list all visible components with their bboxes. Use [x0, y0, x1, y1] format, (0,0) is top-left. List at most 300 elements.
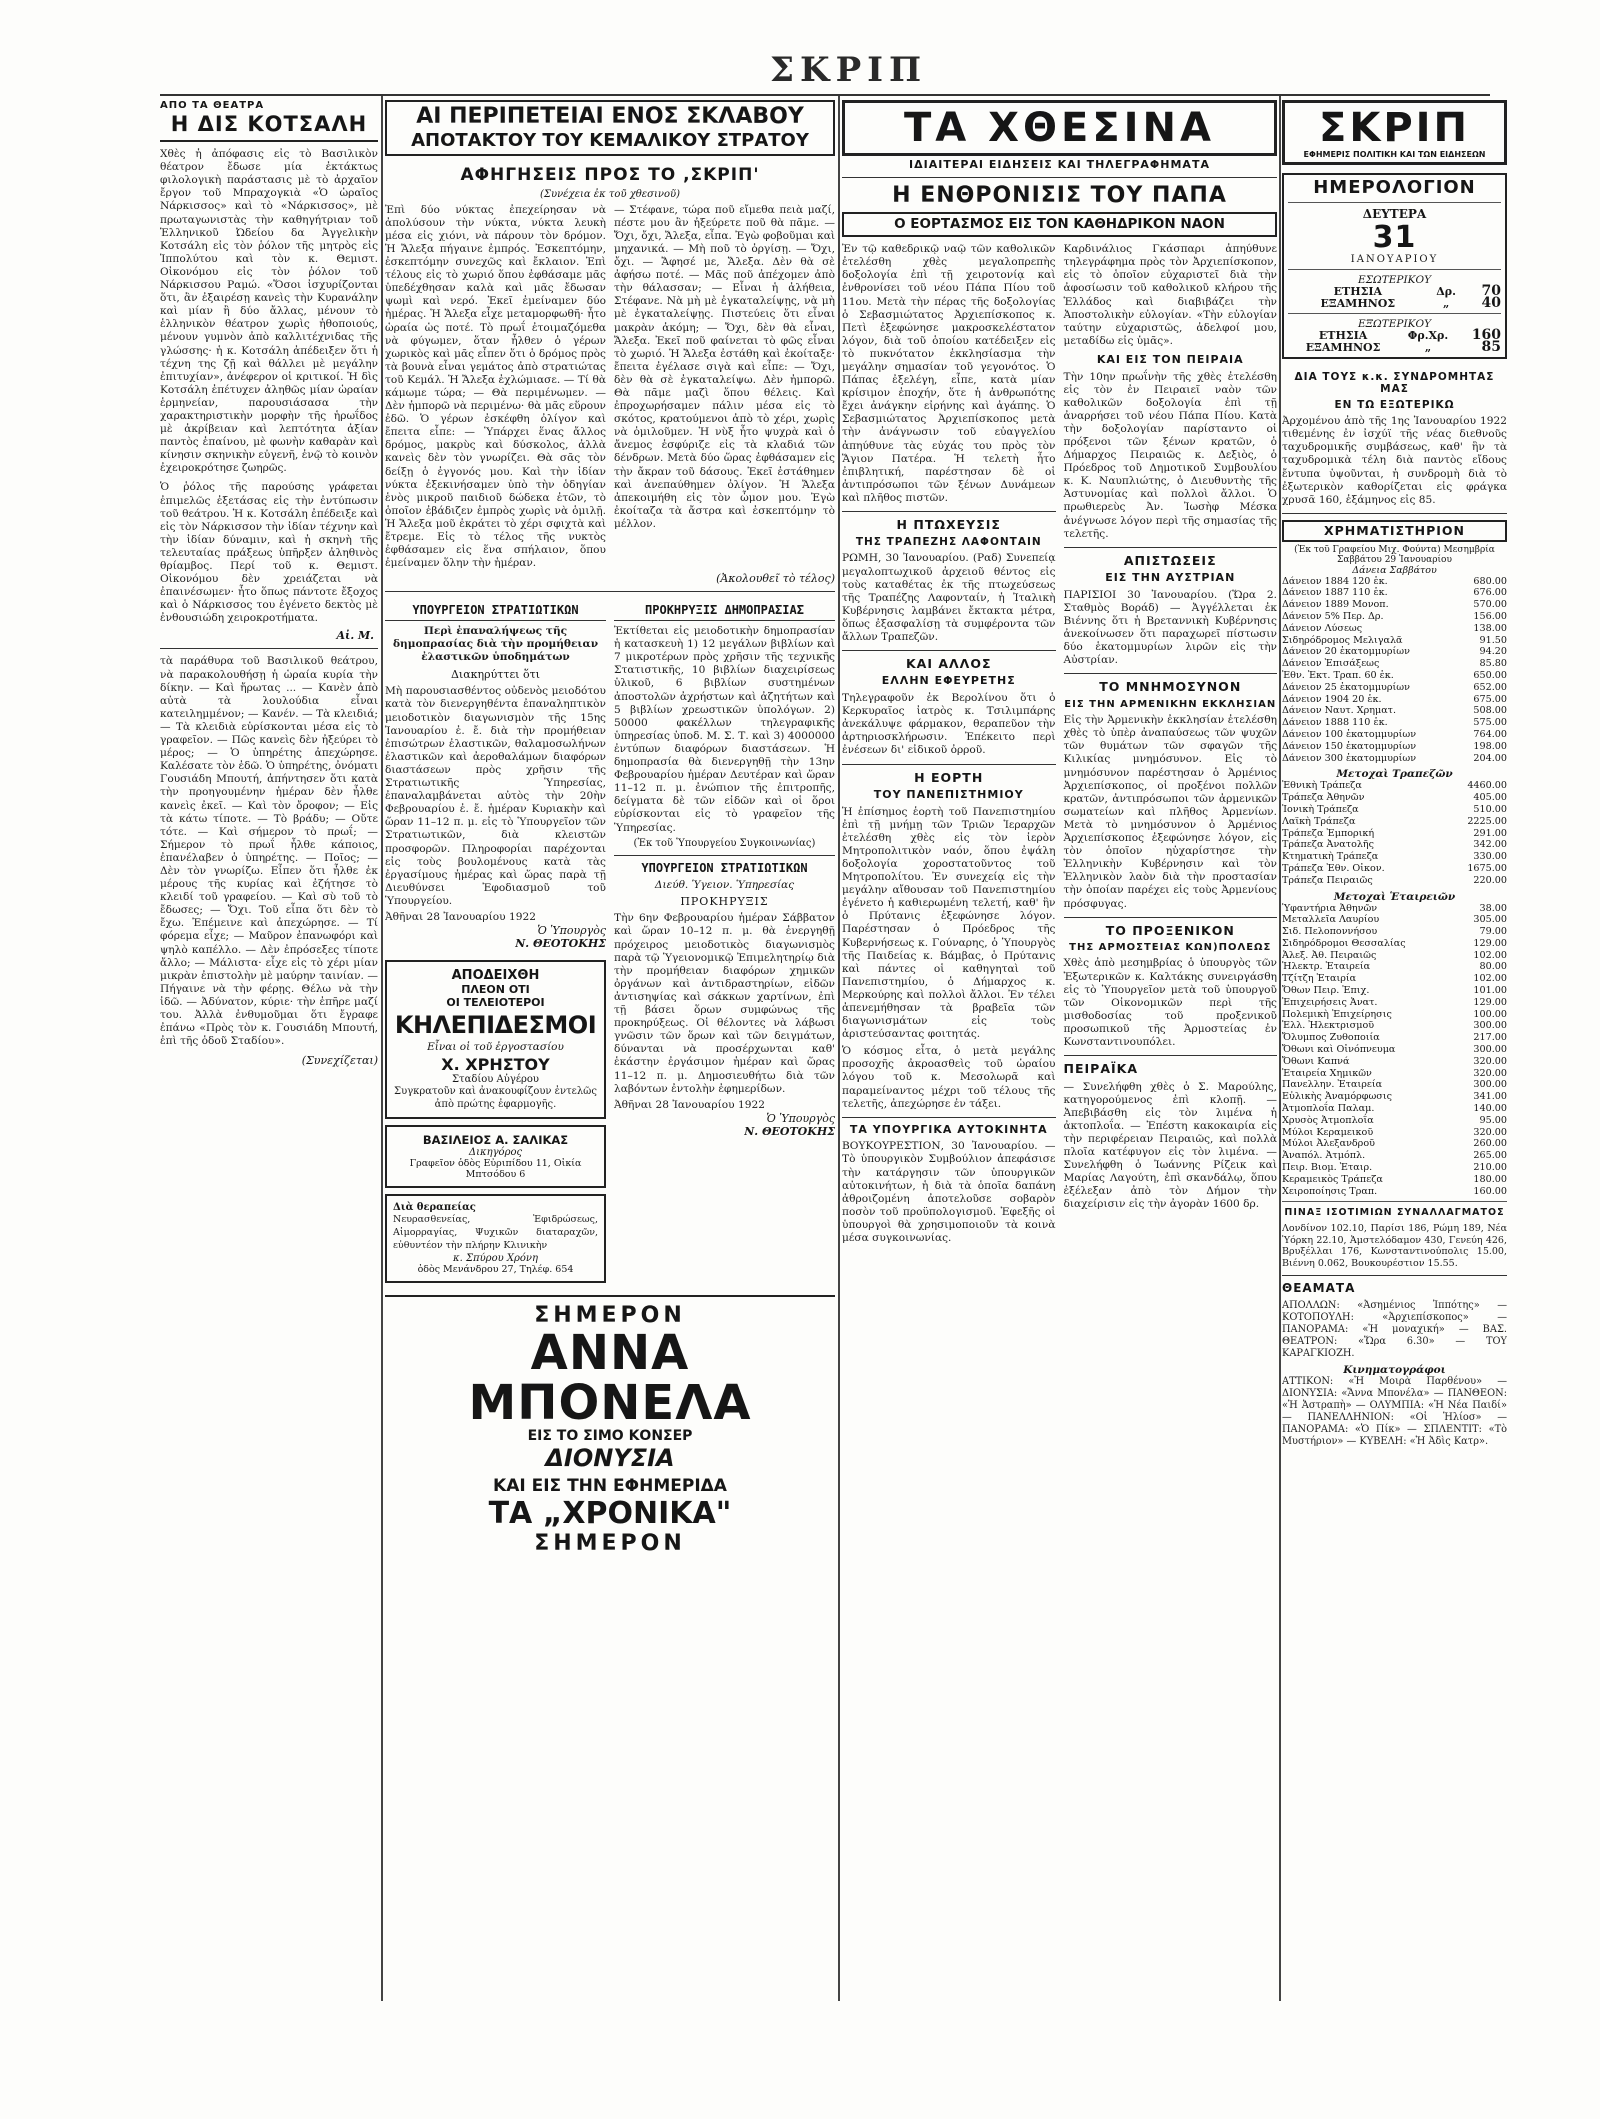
- row-value: 320.00: [1473, 1126, 1507, 1138]
- table-row: [1282, 1091, 1507, 1103]
- row-value: 220.00: [1473, 874, 1507, 886]
- table-row: [1282, 717, 1507, 729]
- article-body: Χθὲς ἡ ἀπόφασις εἰς τὸ Βασιλικὸν θέατρον ἔδωσε μία ἐκτάκτως φιλολογικὴ παράστασις μὲ τὸ ἀρχαῖον ἔργον τοῦ Μπραχογκιὰ «Ὁ ὡραῖος Νάρκισσος» καὶ τὸ «Νάρκισσος», μὲ πρωταγωνιστὰς τὴν καθηγήτριαν τοῦ Ἑλληνικοῦ Ὠδείου δα Ἀγγελικὴν Κοτσάλη εἰς τὸν ῥόλον τῆς μητρὸς εἰς Ἱππολύτου καὶ τὸν κ. Θεμιστ. Οἰκονόμου εἰς τὸν ῥόλον τοῦ Νάρκισσου Ραμώ. «Ὅσοι ἰσχυρίζονται ὅτι, ἂν ἐξαιρέσῃ κανεὶς τὴν Κυρανάλην καὶ μίαν ἢ δύο ἄλλας, μένουν τὸ ἑλληνικὸν θέατρον χωρὶς ἠθοποιούς, μένουν γυμνὸν ἀπὸ καλλιτέχνιδας τῆς γλώσσης· ἡ κ. Κοτσάλη ἀπέδειξεν ὅτι ἡ τέχνη της ζῇ καὶ θάλλει μὲ μεγάλην ἐπιτυχίαν», ἀνέφερον οἱ κριτικοί. Ἡ δὶς Κοτσάλη ἐπέτυχεν ἀληθῶς μίαν ὡραίαν ἑρμηνείαν, παρουσιάσασα τὴν χαρακτηριστικὴν μορφὴν τῆς ἡρωΐδος μὲ ἀκρίβειαν καὶ λεπτότητα ἀξίαν παντὸς ἐπαίνου, μὲ φωνὴν καθαρὰν καὶ κίνησιν σκηνικὴν εὐγενῆ, ἐνῷ τὸ κοινὸν ἐχειροκρότησε ζωηρῶς.: [160, 148, 378, 475]
- pope-body: Ἐν τῷ καθεδρικῷ ναῷ τῶν καθολικῶν ἐτελέσθη χθὲς μεγαλοπρεπὴς δοξολογία ἐπὶ τῇ χειροτονίᾳ καὶ ἐνθρονίσει τοῦ νέου Πάπα Πίου τοῦ 11ου. Μετὰ τὴν πέρας τῆς δοξολογίας ὁ Σεβασμιώτατος Ἀρχιεπίσκοπος κ. Πετὶ ἐξεφώνησε μακροσκελέστατον λόγον, διὰ τοῦ ὁποίου κατέδειξεν εἰς τὸ πυκνότατον ἐκκλησίασμα τὴν μεγάλην σημασίαν τοῦ γεγονότος. Ὁ Πάπας ἐξελέγη, εἶπε, κατὰ μίαν κρίσιμον ἐποχήν, ὅτε ἡ ἀνθρωπότης ἔχει ἀνάγκην εἰρήνης καὶ ἀγάπης. Ὁ Σεβασμιώτατος Ἀρχιεπίσκοπος μετὰ τὴν ἀνάγνωσιν τοῦ εὐαγγελίου ἀπηύθυνε τὰς εὐχάς του πρὸς τὸν Ἅγιον Πατέρα. Ἡ τελετὴ ἦτο ἐπιβλητική, παρέστησαν δὲ οἱ ἀντιπρόσωποι τῶν ξένων Δυνάμεων καὶ πλῆθος πιστῶν.: [842, 243, 1056, 504]
- row-name: Δάνειον 1887 110 ἑκ.: [1282, 587, 1388, 599]
- row-name: Σιδηρόδρομοι Θεσσαλίας: [1282, 937, 1406, 949]
- row-value: 217.00: [1473, 1032, 1507, 1044]
- row-value: 320.00: [1473, 1055, 1507, 1067]
- row-name: Ἰονικὴ Τράπεζα: [1282, 803, 1359, 815]
- table-row: [1282, 682, 1507, 694]
- bank-subhead: ΤΗΣ ΤΡΑΠΕΖΗΣ ΛΑΦΟΝΤΑΙΝ: [855, 536, 1042, 549]
- auction-notices: [614, 598, 835, 1282]
- row-value: 140.00: [1473, 1103, 1507, 1115]
- row-value: 1675.00: [1467, 862, 1507, 874]
- subs-price: 160: [1471, 327, 1501, 344]
- news-banner-title: ΤΑ ΧΘΕΣΙΝΑ: [904, 105, 1215, 151]
- companies-head: Μετοχαὶ Ἑταιρειῶν: [1333, 890, 1456, 903]
- table-row: [1282, 753, 1507, 765]
- row-value: 204.00: [1473, 752, 1507, 764]
- subs-price: 85: [1481, 339, 1501, 356]
- row-name: Σιδηρόδρομος Μελιγαλᾶ: [1282, 634, 1403, 646]
- subs-row: [1288, 286, 1501, 298]
- subs-domestic-table: [1288, 282, 1501, 311]
- serial-title-box: [385, 100, 835, 156]
- divider: [1064, 1055, 1278, 1056]
- column-news: [842, 100, 1277, 2000]
- row-name: Μύλοι Ἀλεξανδροῦ: [1282, 1138, 1375, 1150]
- ad-lawyer-address: Γραφεῖον ὁδὸς Εὐριπίδου 11, Οἰκία Μπτσόδου 6: [409, 1158, 582, 1181]
- subs-unit: Φρ.Χρ.: [1407, 329, 1449, 343]
- ad-lawyer-sub: Δικηγόρος: [468, 1147, 523, 1159]
- piraeus-body: Τὴν 10ην πρωΐνὴν τῆς χθὲς ἐτελέσθη εἰς τὸν ἐν Πειραιεῖ ναὸν τῶν καθολικῶν δοξολογία ἐπὶ τῇ ἀναρρήσει τοῦ νέου Πάπα Πίου. Κατὰ τὴν δοξολογίαν παρίσταντο οἱ πρόξενοι τῶν ξένων κρατῶν, ὁ Δήμαρχος Πειραιῶς κ. Δεξιὸς, ὁ Πρόεδρος τοῦ Δημοτικοῦ Συμβουλίου κ. Κ. Ναυπλιώτης, ὁ Διευθυντὴς τῆς Ἀστυνομίας καὶ πολλοὶ ἄλλοι. Ὁ πρωθιερεὺς Ἀν. Ἰωσὴφ Μέσκα ἀνέγνωσε λόγον περὶ τῆς σημασίας τῆς τελετῆς.: [1063, 370, 1277, 540]
- ad-concert-paper: ΚΑΙ ΕΙΣ ΤΗΝ ΕΦΗΜΕΡΙΔΑ: [493, 1476, 727, 1497]
- table-row: [1282, 997, 1507, 1009]
- subs-label: ΕΤΗΣΙΑ: [1318, 329, 1368, 343]
- calendar-title: ΗΜΕΡΟΛΟΓΙΟΝ: [1313, 177, 1476, 198]
- divider: [614, 855, 835, 856]
- serial-body: τὰ παράθυρα τοῦ Βασιλικοῦ θεάτρου, νὰ παρακολουθήσῃ ἡ ὡραία κυρία τὴν δίκην. — Καὶ ἤρωτας ... — Κανὲν ἀπὸ αὐτὰ τὰ λουλούδια εἶναι κατειλημμένον; — Κανέν. — Τὰ κλειδιά; — Τὰ κλειδιὰ εὑρίσκονται μέσα εἰς τὸ γραφεῖον. — Πῶς κανεὶς δὲν ἠξεύρει τὸ μέρος; — Ὁ ὑπηρέτης ἀπεχώρησε. Καλέσατε τὸν ἐδῶ. Ὁ ὑπηρέτης, ὀνόματι Γουσιάδη Μπουτή, ἀπήντησεν ὅτι κατὰ τὴν προηγουμένην ἡμέραν δὲν ἦλθε κανεὶς ἐκεῖ. — Καὶ τὸν ὄροφον; — Εἰς τὰ κάτω τίποτε. — Τὸ βράδυ; — Οὔτε τότε. — Καὶ σήμερον τὸ πρωΐ; — Σήμερον τὸ πρωΐ ἦλθε κάποιος, ἐπανέλαβεν ὁ ὑπηρέτης. — Ποῖος; — Δὲν τὸν γνωρίζω. Εἶπεν ὅτι ἦλθε ἐκ μέρους τῆς κυρίας καὶ ἐζήτησε τὸ κλειδί τοῦ γραφείου. — Καὶ σὺ τοῦ τὸ ἔδωσες; — Ὄχι. Τοῦ εἶπα ὅτι δὲν τὸ ἔχω. Ἐπέμεινε καὶ ἀπεχώρησε. — Τί φόρεμα εἶχε; — Μαῦρον ἐπανωφόρι καὶ ψηλὸ καπέλλο. — Δὲν ἐπρόσεξες τίποτε ἄλλο; — Μάλιστα· εἶχε εἰς τὸ χέρι μίαν μικρὰν ἐπιστολὴν μὲ μαύρην ταινίαν. — Πήγαινε νὰ τὴν φέρῃς. Θέλω νὰ τὴν ἰδῶ. — Ἀδύνατον, κύριε· τὴν ἐπῆρε μαζί του. Ἀλλὰ ἐνθυμοῦμαι ὅτι ἔγραφε ἐπάνω «Πρὸς τὸν κ. Γουσιάδη Μπουτή, ἐπὶ τῆς ὁδοῦ Σταδίου».: [160, 655, 378, 1048]
- row-name: Δάνειον Λύσεως: [1282, 622, 1363, 634]
- row-name: Μεταλλεῖα Λαυρίου: [1282, 914, 1380, 926]
- ministry2-date: Ἀθῆναι 28 Ἰανουαρίου 1922: [614, 1098, 765, 1111]
- page-masthead: ΣΚΡΙΠ: [770, 50, 928, 90]
- ministry-subtitle: Περὶ ἐπαναλήψεως τῆς δημοπρασίας διὰ τὴν προμήθειαν ἐλαστικῶν ὑποδημάτων: [392, 625, 599, 664]
- news-banner-sub: ΙΔΙΑΙΤΕΡΑΙ ΕΙΔΗΣΕΙΣ ΚΑΙ ΤΗΛΕΓΡΑΦΗΜΑΤΑ: [909, 158, 1210, 171]
- univ-body: Ἡ ἐπίσημος ἑορτὴ τοῦ Πανεπιστημίου ἐπὶ τῇ μνήμῃ τῶν Τριῶν Ἱεραρχῶν ἐτελέσθη χθὲς εἰς τὸν ἱερὸν Μητροπολιτικὸν ναόν, ὅπου ἐψάλη δοξολογία χοροστατοῦντος τοῦ Μητροπολίτου. Ἐν συνεχείᾳ εἰς τὴν μεγάλην αἴθουσαν τοῦ Πανεπιστημίου ἐγένετο ἡ καθιερωμένη τελετή, καθ' ἣν ὁ Πρύτανις ἐξεφώνησε λόγον. Παρέστησαν ὁ Πρόεδρος τῆς Κυβερνήσεως κ. Γούναρης, ὁ Ὑπουργὸς τῆς Παιδείας κ. Βάμβας, ὁ Πρύτανις καὶ πάντες οἱ καθηγηταὶ τοῦ Πανεπιστημίου, ὁ Δήμαρχος κ. Μερκούρης καὶ πολλοὶ ἄλλοι. Ἐν τέλει ἀπενεμήθησαν τὰ βραβεῖα τῶν διαγωνισμάτων εἰς τοὺς ἀριστεύσαντας φοιτητάς.: [842, 805, 1056, 1041]
- table-row: [1282, 828, 1507, 840]
- exchange-head: ΧΡΗΜΑΤΙΣΤΗΡΙΟΝ: [1324, 522, 1465, 538]
- table-row: [1282, 792, 1507, 804]
- table-row: [1282, 875, 1507, 887]
- row-name: Ὄλυμπος Ζυθοποιία: [1282, 1032, 1380, 1044]
- row-value: 138.00: [1473, 622, 1507, 634]
- news-banner: [842, 100, 1277, 156]
- row-name: Ἐθν. Ἐκτ. Τραπ. 60 ἑκ.: [1282, 669, 1394, 681]
- table-row: [1282, 985, 1507, 997]
- row-name: Δάνειον 1889 Μονοπ.: [1282, 599, 1389, 611]
- table-row: [1282, 1079, 1507, 1091]
- ministry2-title: ΥΠΟΥΡΓΕΙΟΝ ΣΤΡΑΤΙΩΤΙΚΩΝ: [641, 860, 808, 875]
- subs-label: ΕΞΑΜΗΝΟΣ: [1305, 341, 1381, 355]
- ad-bandages-head: ΑΠΟΔΕΙΧΘΗ: [451, 968, 540, 984]
- row-value: 291.00: [1473, 827, 1507, 839]
- row-value: 160.00: [1473, 1185, 1507, 1197]
- row-value: 102.00: [1473, 973, 1507, 985]
- memorial-head: ΤΟ ΜΝΗΜΟΣΥΝΟΝ: [1099, 679, 1242, 695]
- row-value: 575.00: [1473, 717, 1507, 729]
- table-row: [1282, 961, 1507, 973]
- ad-concert-venue: ΔΙΟΝΥΣΙΑ: [545, 1444, 675, 1473]
- fx-body: Λονδίνον 102.10, Παρίσι 186, Ρώμη 189, Νέα Ὑόρκη 22.10, Ἀμστελόδαμον 430, Γενεύη 426, Βρυξέλλαι 176, Κωνσταντινούπολις 15.00, Βιέννη 0.062, Βουκουρέστιον 15.55.: [1282, 1223, 1507, 1269]
- row-name: Κτηματικὴ Τράπεζα: [1282, 851, 1379, 863]
- table-row: [1282, 804, 1507, 816]
- table-row: [1282, 780, 1507, 792]
- ministry2-sig: Ν. ΘΕΟΤΟΚΗΣ: [744, 1124, 835, 1138]
- ministry2-body: Τὴν 6ην Φεβρουαρίου ἡμέραν Σάββατον καὶ ὥραν 10–12 π. μ. θὰ ἐνεργηθῇ πρόχειρος μειοδοτικὸς διαγωνισμὸς παρὰ τῷ Ὑγειονομικῷ Ἐπιμελητηρίῳ διὰ τὴν προμήθειαν διαφόρων χημικῶν ὀργάνων καὶ ἀντιδραστηρίων, εἰδῶν ἀντισηψίας καὶ σάκκων χαρτίνων, ἐπὶ τῇ βάσει ὅρων συμφώνως τῆς προκηρύξεως. Οἱ θέλοντες νὰ λάβωσι γνῶσιν τῶν ὅρων καὶ τῶν δειγμάτων, δύνανται νὰ προσέρχωνται καθ' ἑκάστην ἐργάσιμον ἡμέραν καὶ ὥρας 11–12 π. μ. Δημοσιευθήτω διὰ τῶν λαβόντων ἐντολὴν ἐφημερίδων.: [614, 912, 835, 1095]
- logo-sub: ΕΦΗΜΕΡΙΣ ΠΟΛΙΤΙΚΗ ΚΑΙ ΤΩΝ ΕΙΔΗΣΕΩΝ: [1303, 150, 1486, 159]
- table-row: [1282, 1020, 1507, 1032]
- memorial-body: Εἰς τὴν Ἀρμενικὴν ἐκκλησίαν ἐτελέσθη χθὲς τὸ ὑπὲρ ἀναπαύσεως τῶν ψυχῶν τῶν θυμάτων τῶν σφαγῶν τῆς Κιλικίας μνημόσυνον. Εἰς τὸ μνημόσυνον παρέστησαν ὁ Ἀρμένιος Ἀρχιεπίσκοπος, οἱ προξένοι πολλῶν κρατῶν, ἀντιπρόσωποι τῶν ἀρμενικῶν σωματείων καὶ πλῆθος Ἀρμενίων. Μετὰ τὸ μνημόσυνον ὁ Ἀρμένιος Ἀρχιεπίσκοπος ἐξεφώνησε λόγον, εἰς τὸν ὁποῖον ηὐχαρίστησε τὴν Ἑλληνικὴν Κυβέρνησιν καὶ τὸν Ἑλληνικὸν λαὸν διὰ τὴν προστασίαν τὴν ὁποίαν παρέχει εἰς τοὺς Ἀρμενίους πρόσφυγας.: [1063, 714, 1277, 910]
- table-row: [1282, 658, 1507, 670]
- serial-cont: (Συνέχεια ἐκ τοῦ χθεσινοῦ): [540, 188, 680, 200]
- inventor-body: Τηλεγραφοῦν ἐκ Βερολίνου ὅτι ὁ Κερκυραῖος ἰατρὸς κ. Τσιλιμπάρης ἀνεκάλυψε φάρμακον, θεραπεῦον τὴν ἀρτηριοσκλήρωσιν. Ἐπέκειτο περὶ ἐνέσεων δι' εἰδικοῦ ὀρροῦ.: [842, 692, 1056, 757]
- austria-subhead: ΕΙΣ ΤΗΝ ΑΥΣΤΡΙΑΝ: [1105, 571, 1236, 585]
- row-name: Λαϊκὴ Τράπεζα: [1282, 815, 1356, 827]
- cinema-head: Κινηματογράφοι: [1343, 1364, 1446, 1377]
- serial-end: (Ἀκολουθεῖ τὸ τέλος): [716, 572, 835, 586]
- serial-title: ΑΙ ΠΕΡΙΠΕΤΕΙΑΙ ΕΝΟΣ ΣΚΛΑΒΟΥ: [416, 104, 804, 129]
- divider: [842, 511, 1056, 512]
- row-value: 300.00: [1473, 1044, 1507, 1056]
- divider: [1064, 917, 1278, 918]
- row-name: Ἀναπόλ. Ἀτμόπλ.: [1282, 1150, 1366, 1162]
- row-name: Δάνειον 20 ἑκατομμυρίων: [1282, 646, 1410, 658]
- row-value: 156.00: [1473, 610, 1507, 622]
- row-value: 652.00: [1473, 681, 1507, 693]
- row-name: Ὄθωνι Καπνά: [1282, 1055, 1350, 1067]
- row-name: Πολεμικὴ Ἐπιχείρησις: [1282, 1008, 1392, 1020]
- consular-body: Χθὲς ἀπὸ μεσημβρίας ὁ ὑπουργὸς τῶν Ἐξωτερικῶν κ. Καλτάκης συνειργάσθη εἰς τὸ Ὑπουργεῖον μετὰ τοῦ ὑπουργοῦ τῶν Οἰκονομικῶν περὶ τῆς μισθοδοσίας τοῦ προξενικοῦ προσωπικοῦ τῆς Ἀρμοστείας ἐν Κωνσταντινουπόλει.: [1063, 957, 1277, 1049]
- table-row: [1282, 1068, 1507, 1080]
- consular-subhead: ΤΗΣ ΑΡΜΟΣΤΕΙΑΣ ΚΩΝ)ΠΟΛΕΩΣ: [1069, 941, 1272, 953]
- column-serial: [385, 100, 835, 2000]
- row-name: Δάνειον 25 ἑκατομμυρίων: [1282, 681, 1410, 693]
- serial-columns: [385, 204, 835, 571]
- row-value: 570.00: [1473, 599, 1507, 611]
- table-row: [1282, 839, 1507, 851]
- row-name: Ἐθνικὴ Τράπεζα: [1282, 780, 1362, 792]
- row-name: Δάνειον 1888 110 ἑκ.: [1282, 717, 1388, 729]
- auction-title: ΠΡΟΚΗΡΥΞΙΣ ΔΗΜΟΠΡΑΣΙΑΣ: [614, 604, 835, 621]
- table-row: [1282, 1150, 1507, 1162]
- divider: [385, 591, 835, 592]
- table-row: [1282, 646, 1507, 658]
- divider: [842, 177, 1277, 178]
- row-name: Ὄθων Πειρ. Ἐπιχ.: [1282, 985, 1370, 997]
- row-name: Μύλοι Κεραμεικοῦ: [1282, 1126, 1374, 1138]
- ad-concert: [385, 1295, 835, 1557]
- row-name: Ἡλεκτρ. Ἑταιρεία: [1282, 961, 1371, 973]
- notice-subhead: ΕΝ ΤΩ ΕΞΩΤΕΡΙΚΩ: [1334, 399, 1455, 412]
- table-row: [1282, 1127, 1507, 1139]
- row-value: 102.00: [1473, 949, 1507, 961]
- table-row: [1282, 1009, 1507, 1021]
- row-name: Τζίτζη Ἑταιρία: [1282, 973, 1357, 985]
- ad-clinic-body: Νευρασθενείας, Ἐφιδρώσεως, Αἱμορραγίας, Ψυχικῶν διαταραχῶν, εὐθυντέον τὴν πλήρην Κλινικὴν: [393, 1214, 598, 1252]
- ad-bandages-address: Σταδίου Αὐγέρου: [451, 1074, 539, 1086]
- piraeus-news-head: ΠΕΙΡΑΪΚΑ: [1063, 1061, 1138, 1077]
- row-name: Τράπεζα Ἐμπορική: [1282, 827, 1375, 839]
- row-value: 300.00: [1473, 1020, 1507, 1032]
- column-sidebar: [1282, 100, 1507, 2000]
- ad-lawyer: [385, 1125, 606, 1188]
- row-value: 38.00: [1479, 902, 1507, 914]
- subs-label: ΕΞΑΜΗΝΟΣ: [1320, 296, 1396, 310]
- row-name: Χρυσὸς Ἀτμοπλοΐα: [1282, 1114, 1374, 1126]
- row-name: Δάνειον 5% Περ. Δρ.: [1282, 610, 1384, 622]
- row-name: Τράπεζα Ἐθν. Οἰκον.: [1282, 862, 1385, 874]
- serial-kicker: ΑΦΗΓΗΣΕΙΣ ΠΡΟΣ ΤΟ ,ΣΚΡΙΠ': [460, 164, 760, 185]
- section-kicker: ΑΠΟ ΤΑ ΘΕΑΤΡΑ: [160, 100, 265, 111]
- row-name: Κεραμεικὸς Τράπεζα: [1282, 1173, 1383, 1185]
- univ-head: Η ΕΟΡΤΗ: [914, 769, 984, 785]
- ad-lawyer-title: ΒΑΣΙΛΕΙΟΣ Α. ΣΑΛΙΚΑΣ: [422, 1133, 569, 1148]
- news-left: [842, 243, 1056, 1245]
- news-right: [1064, 243, 1278, 1245]
- ad-concert-star: ΑΝΝΑ ΜΠΟΝΕΛΑ: [468, 1324, 752, 1431]
- table-row: [1282, 938, 1507, 950]
- notices-row: [385, 598, 835, 1282]
- table-row: [1282, 1186, 1507, 1198]
- inventor-head: ΚΑΙ ΑΛΛΟΣ: [905, 656, 992, 672]
- serial-left: Ἐπὶ δύο νύκτας ἐπεχείρησαν νὰ ἀπολύσουν τὴν νύκτα, νύκτα λευκὴ μέσα εἰς χιόνι, νὰ πάρουν τὸν δρόμον. Ἡ Ἄλεξα πήγαινε ἐμπρός. Ἐσκεπτόμην, ἐσκεπτόμην συνεχῶς καὶ ἔκλαιον. Ἐπὶ τέλους εἰς τὸ χωριό ὅπου ἐφθάσαμε μᾶς ὑπεδέχθησαν καλὰ καὶ μᾶς ἔδωσαν ψωμὶ καὶ νερό. Ἐκεῖ ἐμείναμεν δύο ἡμέρας. Ἡ Ἄλεξα εἶχε μεταμορφωθῆ· ἦτο ὡραία ὡς ποτέ. Τὸ πρωΐ ἐτοιμαζόμεθα νὰ φύγωμεν, ὅταν ἦλθεν ὁ γέρων χωρικὸς καὶ μᾶς εἶπεν ὅτι ὁ δρόμος πρὸς τὰ βουνὰ εἶναι γεμάτος ἀπὸ στρατιώτας τοῦ Κεμάλ. Ἡ Ἄλεξα ἐχλώμιασε. — Τί θὰ κάμωμε τώρα; — Θὰ περιμένωμεν. — Δὲν ἠμπορῶ νὰ περιμένω· θὰ μᾶς εὕρουν ἐδῶ. Ὁ γέρων ἐσκέφθη ὀλίγον καὶ ἔπειτα εἶπε: — Ὑπάρχει ἕνας ἄλλος δρόμος, μακρὺς καὶ δύσκολος, ἀλλὰ κανεὶς δὲν τὸν γνωρίζει. Θὰ σᾶς τὸν δείξῃ ὁ ἐγγονός μου. Καὶ τὴν ἰδίαν νύκτα ἐξεκινήσαμεν ὑπὸ τὴν ὁδηγίαν ἑνὸς μικροῦ παιδιοῦ δώδεκα ἐτῶν, τὸ ὁποῖον ἐβάδιζεν ἐμπρὸς χωρὶς νὰ ὁμιλῇ. Ἡ Ἄλεξα μοῦ ἐκράτει τὸ χέρι σφιχτὰ καὶ ἔτρεμε. Εἰς τὸ τέλος τῆς νυκτὸς ἐφθάσαμεν εἰς ἕνα σπήλαιον, ὅπου ἐμείναμεν ὅλην τὴν ἡμέραν.: [385, 203, 606, 570]
- row-value: 320.00: [1473, 1067, 1507, 1079]
- ad-bandages-small: Συγκρατοῦν καὶ ἀνακουφίζουν ἐντελῶς ἀπὸ πρώτης ἐφαρμογῆς.: [394, 1086, 597, 1111]
- auction-sig: (Ἐκ τοῦ Ὑπουργείου Συγκοινωνίας): [633, 837, 816, 849]
- row-name: Ἀτμοπλοΐα Παλαμ.: [1282, 1103, 1375, 1115]
- ministry-sig: Ν. ΘΕΟΤΟΚΗΣ: [515, 937, 606, 951]
- row-value: 210.00: [1473, 1162, 1507, 1174]
- ministry-notice: [385, 598, 606, 1282]
- row-value: 305.00: [1473, 914, 1507, 926]
- row-name: Ἐπιχειρήσεις Ἀνατ.: [1282, 996, 1378, 1008]
- univ-body: Ὁ κόσμος εἶτα, ὁ μετὰ μεγάλης προσοχῆς ἀκροασθεὶς τοῦ ὡραίου λόγου τοῦ κ. Μεσολωρᾶ καὶ παραμείναντος μέχρι τοῦ τέλους τῆς τελετῆς, ἀπεχώρησε ἐν τάξει.: [842, 1045, 1056, 1110]
- subs-price: 40: [1481, 294, 1501, 311]
- logo: ΣΚΡΙΠ: [1319, 105, 1470, 151]
- divider: [1282, 513, 1507, 514]
- news-subhead-box: [842, 212, 1277, 237]
- table-row: [1282, 950, 1507, 962]
- divider: [842, 650, 1056, 651]
- table-row: [1282, 816, 1507, 828]
- row-value: 342.00: [1473, 839, 1507, 851]
- exchange-sub2: Δάνεια Σαββάτου: [1352, 564, 1437, 576]
- table-row: [1282, 1056, 1507, 1068]
- subs-unit: Δρ.: [1436, 284, 1456, 298]
- theatres-body: ΑΠΟΛΛΩΝ: «Ἀσημένιος Ἰππότης» — ΚΟΤΟΠΟΥΛΗ: «Ἀρχιεπίσκοπος» — ΠΑΝΟΡΑΜΑ: «Ἡ μοναχική» — ΒΑΣ. ΘΕΑΤΡΟΝ: «Ὥρα 6.30» — ΤΟΥ ΚΑΡΑΓΚΙΟΖΗ.: [1282, 1300, 1507, 1360]
- bank-head: Η ΠΤΩΧΕΥΣΙΣ: [896, 517, 1001, 532]
- divider: [1064, 547, 1278, 548]
- row-value: 680.00: [1473, 575, 1507, 587]
- serial-subtitle: ΑΠΟΤΑΚΤΟΥ ΤΟΥ ΚΕΜΑΛΙΚΟΥ ΣΤΡΑΤΟΥ: [411, 130, 809, 152]
- row-value: 265.00: [1473, 1150, 1507, 1162]
- table-row: [1282, 635, 1507, 647]
- austria-head: ΑΠΙΣΤΩΣΕΙΣ: [1123, 552, 1217, 568]
- divider: [1288, 313, 1501, 314]
- row-name: Δάνειον 1884 120 ἑκ.: [1282, 575, 1388, 587]
- row-name: Σιδ. Πελοποννήσου: [1282, 926, 1378, 938]
- row-name: Ἀλεξ. Ἀθ. Πειραιῶς: [1282, 949, 1377, 961]
- article-signature: Αἰ. Μ.: [336, 629, 374, 643]
- divider: [1288, 269, 1501, 270]
- table-row: [1282, 1115, 1507, 1127]
- ad-bandages-name: Χ. ΧΡΗΣΤΟΥ: [441, 1055, 550, 1075]
- serial-right: — Στέφανε, τώρα ποῦ εἴμεθα πειὰ μαζί, πέστε μου ἂν ἠξεύρετε ποῦ θὰ πᾶμε. — Ὄχι, ὄχι, Ἄλεξα, εἶπα. Ἐγὼ φοβοῦμαι καὶ μηχανικά. — Μὴ ποῦ τὸ ὀργίσῃ. — Ὄχι, ὄχι. — Ἄφησέ με, Ἄλεξα. Δὲν θὰ σὲ ἀφήσω ποτέ. — Μᾶς ποῦ ἀπέχομεν ἀπὸ τὴν θάλασσαν; — Εἶναι ἡ ἀλήθεια, Στέφανε. Νὰ μὴ μὲ ἐγκαταλείψῃς, νὰ μὴ μὲ ἐγκαταλείψῃς. Πιστεύεις ὅτι εἶναι μακρὰν ἀκόμη; — Ὄχι, δὲν θὰ εἶναι, Ἄλεξα. Ἐκεῖ ποῦ φαίνεται τὸ φῶς εἶναι τὸ χωριό. Ἡ Ἄλεξα ἐστάθη καὶ ἐκοίταξε· ἔπειτα ἐγέλασε σιγὰ καὶ εἶπε: — Ὄχι, δὲν θὰ σὲ ἐγκαταλείψω. Δὲν ἠμπορῶ. Θὰ πᾶμε μαζὶ ὅπου θέλεις. Καὶ ἐπροχωρήσαμεν πάλιν μέσα εἰς τὸ σκότος, κρατούμενοι ἀπὸ τὸ χέρι, χωρὶς νὰ ὁμιλοῦμεν. Ἡ νὺξ ἦτο ψυχρὰ καὶ ὁ ἄνεμος ἐσφύριζε εἰς τὰ κλαδιά τῶν δένδρων. Μετὰ δύο ὥρας ἐφθάσαμεν εἰς τὴν ἄκραν τοῦ δάσους. Ἐκεῖ ἐστάθημεν καὶ ἀνεπαύθημεν ὀλίγον. Ἡ Ἄλεξα ἀπεκοιμήθη εἰς τὸν ὦμον μου. Ἐγὼ ἐκοίταζα τὰ ἄστρα καὶ ἐσκεπτόμην τὸ μέλλον.: [614, 203, 835, 530]
- table-row: [1282, 1162, 1507, 1174]
- table-row: [1282, 623, 1507, 635]
- row-value: 129.00: [1473, 996, 1507, 1008]
- ministry-sig: Ὁ Ὑπουργὸς: [537, 924, 606, 938]
- ministry-title: ΥΠΟΥΡΓΕΙΟΝ ΣΤΡΑΤΙΩΤΙΚΩΝ: [385, 604, 606, 621]
- memorial-subhead: ΕΙΣ ΤΗΝ ΑΡΜΕΝΙΚΗΝ ΕΚΚΛΗΣΙΑΝ: [1064, 698, 1277, 710]
- row-value: 300.00: [1473, 1079, 1507, 1091]
- row-value: 79.00: [1479, 926, 1507, 938]
- row-name: Ὄθωνι καὶ Οἰνόπνευμα: [1282, 1044, 1396, 1056]
- column-divider: [838, 96, 840, 2001]
- divider: [842, 1117, 1056, 1118]
- row-value: 675.00: [1473, 693, 1507, 705]
- row-name: Χειροποίησις Τραπ.: [1282, 1185, 1378, 1197]
- row-value: 764.00: [1473, 728, 1507, 740]
- row-name: Πανελλην. Ἐταιρεία: [1282, 1079, 1383, 1091]
- row-value: 405.00: [1473, 792, 1507, 804]
- banks-head: Μετοχαὶ Τραπεζῶν: [1336, 768, 1453, 781]
- ministry2-sub: Διεύθ. Ὑγειον. Ὑπηρεσίας: [654, 879, 795, 892]
- ad-bandages-line: ΟΙ ΤΕΛΕΙΟΤΕΡΟΙ: [446, 996, 545, 1010]
- divider: [1282, 1201, 1507, 1202]
- row-name: Τράπεζα Ἀνατολῆς: [1282, 839, 1375, 851]
- row-name: Δάνειον 1904 20 ἑκ.: [1282, 693, 1382, 705]
- row-value: 676.00: [1473, 587, 1507, 599]
- subs-label: ΕΤΗΣΙΑ: [1333, 284, 1383, 298]
- cars-head: ΤΑ ΥΠΟΥΡΓΙΚΑ ΑΥΤΟΚΙΝΗΤΑ: [849, 1122, 1048, 1136]
- row-value: 260.00: [1473, 1138, 1507, 1150]
- row-value: 91.50: [1479, 634, 1507, 646]
- bank-body: ΡΩΜΗ, 30 Ἰανουαρίου. (Ραδ) Συνεπείᾳ μεγαλοπτωχικοῦ ἀρχειοῦ θέντος εἰς τοὺς καταθέτας ἐκ τῆς πτωχεύσεως τῆς Τραπέζης Λαφονταίν, ἡ Ἰταλικὴ Κυβέρνησις λαμβάνει ἔκτακτα μέτρα, ὅπως ἐξασφαλίσῃ τὰ συμφέροντα τῶν ἄλλων Τραπεζῶν.: [842, 552, 1056, 643]
- table-row: [1282, 611, 1507, 623]
- table-row: [1282, 914, 1507, 926]
- ad-bandages: [385, 960, 606, 1119]
- row-name: Δάνειον Ναυτ. Χρηματ.: [1282, 705, 1397, 717]
- cinema-body: ΑΤΤΙΚΟΝ: «Ἡ Μοιρὰ Παρθένου» — ΔΙΟΝΥΣΙΑ: «Ἄννα Μπονέλα» — ΠΑΝΘΕΟΝ: «Ἡ Ἀστραπὴ» — ΟΛΥΜΠΙΑ: «Ἡ Νέα Παιδί» — ΠΑΝΕΛΛΗΝΙΟΝ: «Οἱ Ἡλίοσ» — ΠΑΝΟΡΑΜΑ: «Ὁ Πίκ» — ΣΠΛΕΝΤΙΤ: «Τὸ Μυστήριον» — ΚΥΒΕΛΗ: «Ἡ Ἀδὶς Κατρ».: [1282, 1376, 1507, 1448]
- column-theatre: [160, 100, 378, 2000]
- ad-concert-today: ΣΗΜΕΡΟΝ: [534, 1531, 686, 1557]
- row-value: 198.00: [1473, 740, 1507, 752]
- table-row: [1282, 741, 1507, 753]
- ad-bandages-big: ΚΗΛΕΠΙΔΕΣΜΟΙ: [394, 1011, 597, 1040]
- table-row: [1282, 670, 1507, 682]
- divider: [1288, 202, 1501, 203]
- divider: [1064, 673, 1278, 674]
- ad-bandages-line: ΠΛΕΟΝ ΟΤΙ: [461, 983, 530, 997]
- row-name: Ἑλλ. Ἠλεκτρισμοῦ: [1282, 1020, 1375, 1032]
- row-value: 94.20: [1479, 646, 1507, 658]
- theatres-head: ΘΕΑΜΑΤΑ: [1282, 1281, 1356, 1296]
- row-name: Πειρ. Βιομ. Ἐταιρ.: [1282, 1162, 1373, 1174]
- table-row: [1282, 694, 1507, 706]
- auction-body: Ἐκτίθεται εἰς μειοδοτικὴν δημοπρασίαν ἡ κατασκευὴ 1) 12 μεγάλων βιβλίων καὶ 7 μικροτέρων πρὸς χρῆσιν τῆς τεχνικῆς Στατιστικῆς, 10 βιβλίων διαχειρίσεως ὑλικοῦ, 6 βιβλίων συστημένων ἀποστολῶν ἀχρήστων καὶ ἀζητήτων καὶ 5 βιβλίων χρεωστικῶν ὑπολόγων. 2) 50000 φακέλλων τηλεγραφικῆς ὑπηρεσίας ὑποδ. Μ. Σ. Τ. καὶ 3) 4000000 ἐντύπων διαφόρων διαστάσεων. Ἡ δημοπρασία θὰ διενεργηθῇ τὴν 13ην Φεβρουαρίου ἡμέραν Δευτέραν καὶ ὥραν 11–12 π. μ. ἐνώπιον τῆς ἐπιτροπῆς, δείγματα δὲ τῶν εἰδῶν καὶ οἱ ὅροι εὑρίσκονται εἰς τὸ γραφεῖον τῆς Ὑπηρεσίας.: [614, 625, 835, 834]
- table-row: [1282, 973, 1507, 985]
- calendar-number: 31: [1372, 219, 1417, 255]
- divider: [842, 764, 1056, 765]
- ad-concert-chronika: ΤΑ „ΧΡΟΝΙΚΑ": [488, 1496, 732, 1532]
- companies-table: [1282, 903, 1507, 1198]
- row-name: Ὑφαντήρια Ἀθηνῶν: [1282, 902, 1378, 914]
- article-title: Η ΔΙΣ ΚΟΤΣΑΛΗ: [160, 111, 378, 142]
- ad-clinic-address: ὁδὸς Μενάνδρου 27, Τηλέφ. 654: [417, 1263, 574, 1275]
- table-row: [1282, 903, 1507, 915]
- subs-foreign-head: ΕΞΩΤΕΡΙΚΟΥ: [1357, 318, 1432, 331]
- row-name: Τράπεζα Ἀθηνῶν: [1282, 792, 1365, 804]
- news-subhead: Ο ΕΟΡΤΑΣΜΟΣ ΕΙΣ ΤΟΝ ΚΑΘΗΔΡΙΚΟΝ ΝΑΟΝ: [894, 216, 1225, 233]
- subs-price: 70: [1481, 282, 1501, 299]
- ad-clinic: [385, 1194, 606, 1282]
- table-row: [1282, 705, 1507, 717]
- row-value: 129.00: [1473, 937, 1507, 949]
- row-value: 510.00: [1473, 803, 1507, 815]
- exchange-table: [1282, 576, 1507, 765]
- ministry2-sig: Ὁ Ὑπουργὸς: [766, 1111, 835, 1125]
- subs-row: [1288, 298, 1501, 310]
- table-row: [1282, 599, 1507, 611]
- subs-domestic-head: ΕΣΩΤΕΡΙΚΟΥ: [1357, 273, 1432, 286]
- exchange-sub: (Ἐκ τοῦ Γραφείου Μιχ. Φούντα) Μεσημβρία Σαββάτου 29 Ἰανουαρίου: [1294, 544, 1495, 565]
- exchange-head-box: [1282, 520, 1507, 542]
- notice-head: ΔΙΑ ΤΟΥΣ κ.κ. ΣΥΝΔΡΟΜΗΤΑΣ ΜΑΣ: [1294, 370, 1495, 396]
- logo-box: [1282, 100, 1507, 165]
- table-row: [1282, 1032, 1507, 1044]
- row-name: Εὐλικὴς Ἀναμόρφωσις: [1282, 1091, 1392, 1103]
- row-value: 95.00: [1479, 1114, 1507, 1126]
- column-divider: [1279, 96, 1281, 2001]
- row-value: 341.00: [1473, 1091, 1507, 1103]
- inventor-subhead: ΕΛΛΗΝ ΕΦΕΥΡΕΤΗΣ: [881, 674, 1016, 688]
- table-row: [1282, 587, 1507, 599]
- table-row: [1282, 863, 1507, 875]
- serial-footer: (Συνεχίζεται): [301, 1054, 378, 1068]
- table-row: [1282, 1174, 1507, 1186]
- calendar-month: ΙΑΝΟΥΑΡΙΟΥ: [1350, 253, 1439, 265]
- table-row: [1282, 576, 1507, 588]
- row-value: 100.00: [1473, 1008, 1507, 1020]
- pope-body-cont: Καρδινάλιος Γκάσπαρι ἀπηύθυνε τηλεγράφημα πρὸς τὸν Ἀρχιεπίσκοπον, εἰς τὸ ὁποῖον εὐχαριστεῖ διὰ τὴν ἀφοσίωσιν τοῦ καθολικοῦ κλήρου τῆς Ἑλλάδος καὶ διαβιβάζει τὴν Ἀποστολικὴν εὐλογίαν. «Τὴν εὐλογίαν ταύτην εὑχαριστῶς, ἀδελφοί μου, μεταδίδω εἰς ὑμᾶς».: [1063, 243, 1277, 347]
- piraeus-head: ΚΑΙ ΕΙΣ ΤΟΝ ΠΕΙΡΑΙΑ: [1096, 352, 1244, 366]
- notice-body: Ἀρχομένου ἀπὸ τῆς 1ης Ἰανουαρίου 1922 τιθεμένης ἐν ἰσχύϊ τῆς νέας διεθνοῦς ταχυδρομικῆς συμβάσεως, καθ' ἣν τὰ ταχυδρομικὰ τέλη διὰ παντὸς εἴδους ἔντυπα ὑψοῦνται, ἡ συνδρομὴ διὰ τὸ ἐξωτερικὸν καθορίζεται εἰς φράγκα χρυσᾶ 160, ἐξάμηνος εἰς 85.: [1282, 415, 1507, 506]
- ad-clinic-doctor: κ. Σπύρου Χρόνη: [453, 1252, 538, 1264]
- row-value: 4460.00: [1467, 780, 1507, 792]
- table-row: [1282, 851, 1507, 863]
- news-two-cols: [842, 243, 1277, 1245]
- row-name: Δάνειον 300 ἑκατομμυρίων: [1282, 752, 1417, 764]
- subs-foreign-table: [1288, 327, 1501, 356]
- fx-head: ΠΙΝΑΞ ΙΣΟΤΙΜΙΩΝ ΣΥΝΑΛΛΑΓΜΑΤΟΣ: [1284, 1207, 1505, 1219]
- table-row: [1282, 1103, 1507, 1115]
- row-value: 650.00: [1473, 669, 1507, 681]
- ad-concert-place: ΕΙΣ ΤΟ ΣΙΜΟ ΚΟΝΣΕΡ: [527, 1428, 693, 1445]
- row-value: 180.00: [1473, 1173, 1507, 1185]
- ad-clinic-title: Διὰ θεραπείας: [393, 1202, 476, 1214]
- row-value: 2225.00: [1467, 815, 1507, 827]
- ministry-body: Μὴ παρουσιασθέντος οὐδενὸς μειοδότου κατὰ τὸν διενεργηθέντα ἐπαναληπτικὸν μειοδοτικὸν διαγωνισμὸν τῆς 15ης Ἰανουαρίου ἐ. ἔ. διὰ τὴν προμήθειαν ἐπισώτρων ἐλαστικῶν, θαλαμοσωλήνων ἐλαστικῶν καὶ ἀεροθαλάμων διαφόρων διαστάσεων πρὸς χρῆσιν τῆς Στρατιωτικῆς Ὑπηρεσίας, ἐπαναλαμβάνεται αὐτὸς τὴν 20ὴν Φεβρουαρίου ἐ. ἔ. ἡμέραν Κυριακὴν καὶ ὥραν 11–12 π. μ. εἰς τὸ Ὑπουργεῖον τῶν Στρατιωτικῶν, διὰ κλειστῶν προσφορῶν. Πληροφορίαι παρέχονται εἰς τοὺς βουλομένους κατὰ τὰς ἐργασίμους ἡμέρας καὶ ὥρας παρὰ τῇ Διευθύνσει Ἐφοδιασμοῦ τοῦ Ὑπουργείου.: [385, 685, 606, 907]
- cars-body: ΒΟΥΚΟΥΡΕΣΤΙΟΝ, 30 Ἰανουαρίου. — Τὸ ὑπουργικὸν Συμβούλιον ἀπεφάσισε τὴν κατάργησιν τῶν ὑπουργικῶν αὐτοκινήτων, ἡ διὰ τὰ ὁποῖα δαπάνη ἀθροιζομένη ἀποτελοῦσε σοβαρὸν ποσὸν τοῦ προϋπολογισμοῦ. Ἐφεξῆς οἱ ὑπουργοὶ θὰ χρησιμοποιοῦν τὰ κοινὰ μέσα συγκοινωνίας.: [842, 1140, 1056, 1245]
- subs-row: [1288, 342, 1501, 354]
- ad-concert-today: ΣΗΜΕΡΟΝ: [534, 1302, 686, 1328]
- calendar-box: [1282, 173, 1507, 359]
- austria-body: ΠΑΡΙΣΙΟΙ 30 Ἰανουαρίου. (Ὥρα 2. Σταθμὸς Βοράδ) — Ἀγγέλλεται ἐκ Βιέννης ὅτι ἡ Βρεταννικὴ Κυβέρνησις ἀνεκοίνωσεν ὅτι παραχωρεῖ πίστωσιν δύο ἑκατομμυρίων λιρῶν εἰς τὴν Αὐστρίαν.: [1063, 588, 1277, 667]
- univ-subhead: ΤΟΥ ΠΑΝΕΠΙΣΤΗΜΙΟΥ: [873, 787, 1024, 801]
- ministry2-head: ΠΡΟΚΗΡΥΞΙΣ: [680, 895, 769, 909]
- subs-unit: „: [1442, 296, 1450, 310]
- row-name: Δάνειον 150 ἑκατομμυρίων: [1282, 740, 1417, 752]
- row-value: 330.00: [1473, 851, 1507, 863]
- divider: [160, 648, 378, 649]
- row-value: 508.00: [1473, 705, 1507, 717]
- ad-bandages-line: Εἶναι οἱ τοῦ ἐργοστασίου: [427, 1041, 564, 1054]
- calendar-day: ΔΕΥΤΕΡΑ: [1362, 206, 1427, 221]
- top-rule: [160, 94, 1490, 96]
- ministry-head: Διακηρύττει ὅτι: [450, 668, 540, 682]
